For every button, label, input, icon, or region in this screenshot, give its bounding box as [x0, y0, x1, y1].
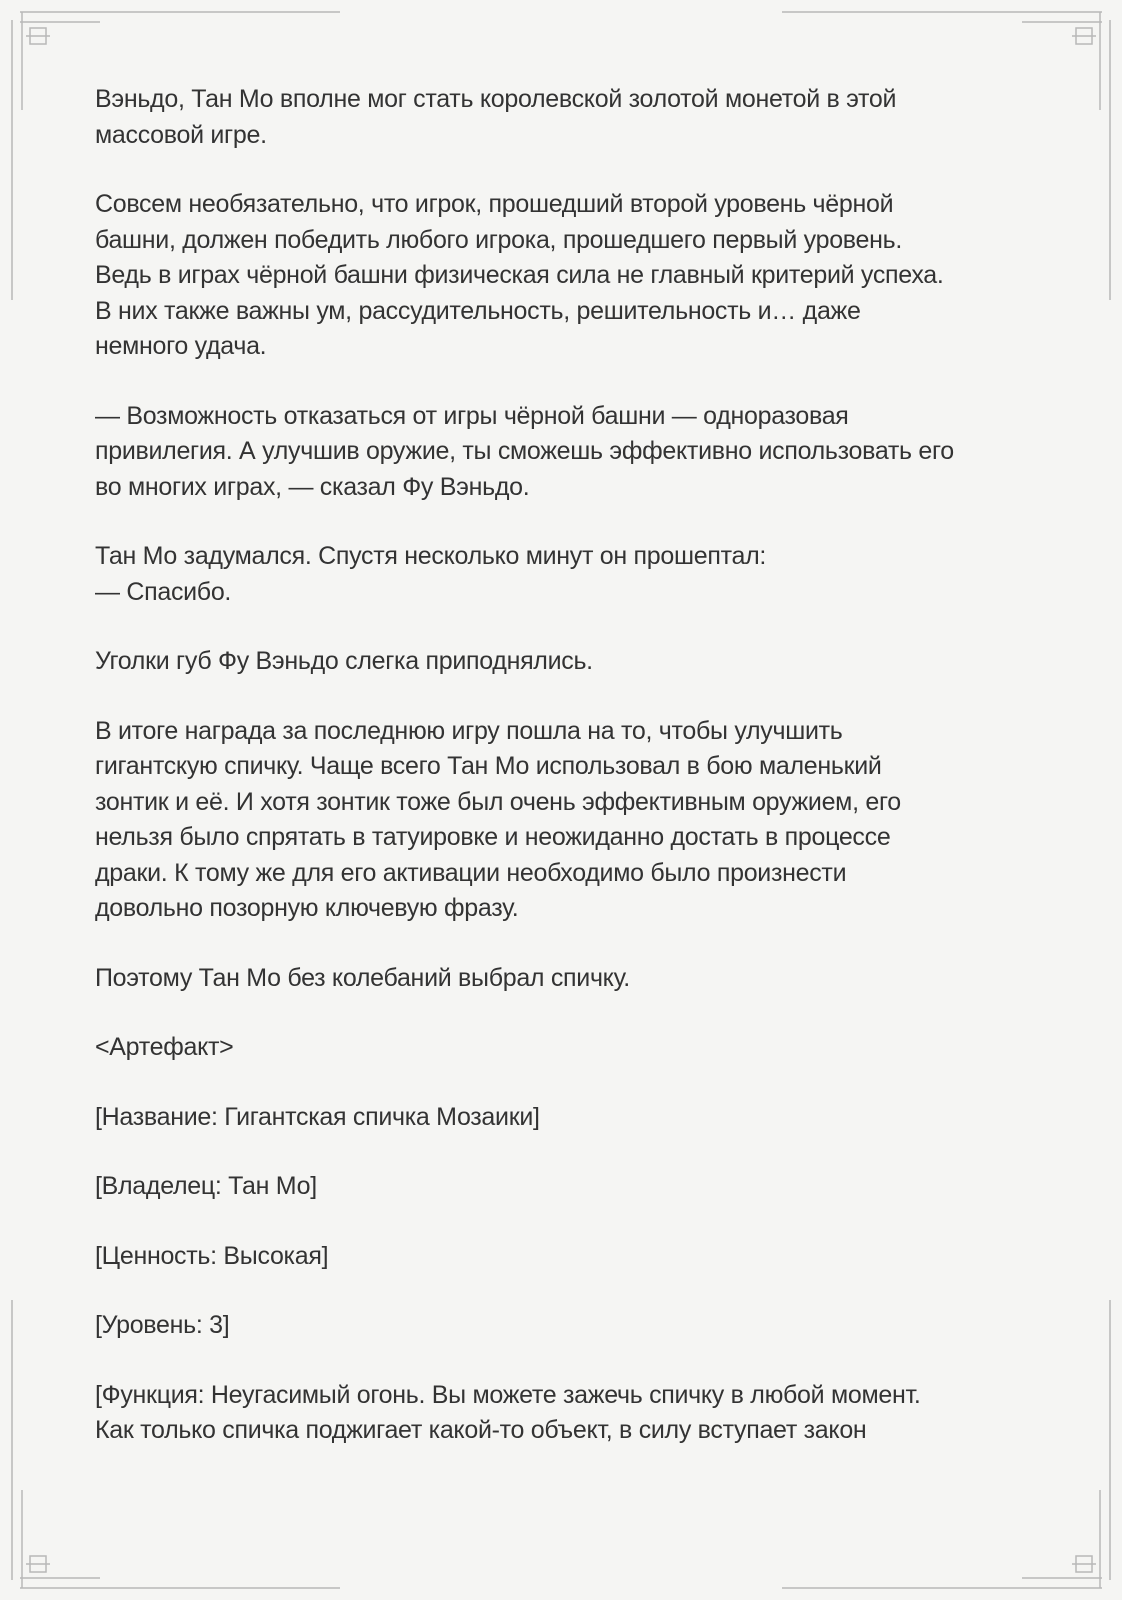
paragraph: В итоге награда за последнюю игру пошла на то, чтобы улучшить гигантскую спичку. Чаще всего Тан Мо использовал в бою маленький зонтик и её. И хотя зонтик тоже был очень эффективным оружием, его нельзя было спрятать в татуировке и неожиданно достать в процессе драки. К тому же для его активации необходимо было произнести довольно позорную ключевую фразу. — [95, 716, 901, 922]
paragraph: Вэньдо, Тан Мо вполне мог стать королевской золотой монетой в этой массовой игре. — [95, 85, 897, 149]
text-body — [95, 82, 1025, 1449]
artifact-value: [Ценность: Высокая] — [95, 1241, 329, 1270]
paragraph: Поэтому Тан Мо без колебаний выбрал спичку. — [95, 963, 630, 992]
artifact-name: [Название: Гигантская спичка Мозаики] — [95, 1102, 540, 1131]
artifact-level: [Уровень: 3] — [95, 1311, 230, 1339]
paragraph: Совсем необязательно, что игрок, прошедший второй уровень чёрной башни, должен победить любого игрока, прошедшего первый уровень. Ведь в играх чёрной башни физическая сила не главный критерий успеха. В них также важны ум, рассудительность, решительность и… даже немного удача. — [95, 190, 944, 360]
artifact-owner: [Владелец: Тан Мо] — [95, 1172, 317, 1200]
artifact-function: [Функция: Неугасимый огонь. Вы можете зажечь спичку в любой момент. Как только спичка поджигает какой-то объект, в силу вступает закон — [95, 1380, 921, 1444]
paragraph: Уголки губ Фу Вэньдо слегка приподнялись. — [95, 647, 593, 675]
paragraph: — Возможность отказаться от игры чёрной башни — одноразовая привилегия. А улучшив оружие, ты сможешь эффективно использовать его во многих играх, — сказал Фу Вэньдо. — [95, 401, 954, 501]
paragraph: Тан Мо задумался. Спустя несколько минут он прошептал: — Спасибо. — [95, 542, 767, 606]
artifact-heading: <Артефакт> — [95, 1033, 234, 1061]
